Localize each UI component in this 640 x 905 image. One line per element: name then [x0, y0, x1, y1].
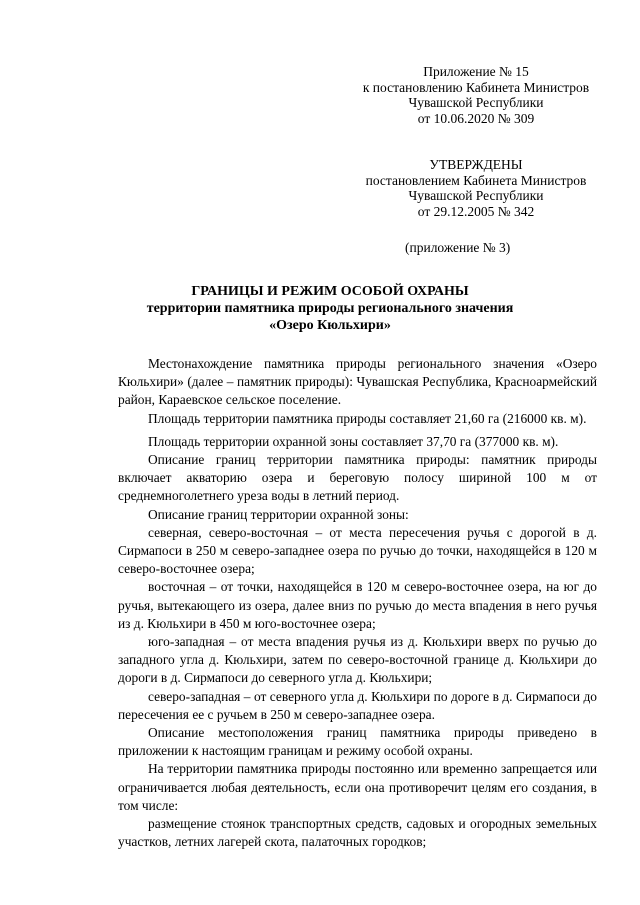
paragraph-location-description: Описание местоположения границ памятника природы приведено в приложении к настоящим границам и режиму особой охраны. [118, 725, 597, 759]
approved-date: от 29.12.2005 № 342 [417, 203, 535, 219]
paragraph-prohibition-item: размещение стоянок транспортных средств, садовых и огородных земельных участков, летних лагерей скота, палаточных городков; [118, 816, 597, 850]
paragraph-boundary-north: северная, северо-восточная – от места пересечения ручья с дорогой в д. Сирмапоси в 250 м северо-западнее озера по ручью до точки, находящейся в 120 м северо-восточнее озера; [118, 524, 597, 577]
paragraph-boundary-east: восточная – от точки, находящейся в 120 м северо-восточнее озера, на юг до ручья, вытекающего из озера, далее вниз по ручью до места впадения в него ручья из д. Кюльхири в 450 м юго-восточнее озера; [118, 579, 597, 631]
approved-decree: постановлением Кабинета Министров [365, 172, 587, 188]
title-line-1: ГРАНИЦЫ И РЕЖИМ ОСОБОЙ ОХРАНЫ [191, 284, 469, 299]
paragraph-boundary-southwest: юго-западная – от места впадения ручья из д. Кюльхири вверх по ручью до западного угла д. Кюльхири, затем по северо-восточной границе д. Кюльхири до дороги в д. Сирмапоси до северного угла д. Кюльхири; [118, 634, 597, 686]
appendix-date: от 10.06.2020 № 309 [417, 110, 535, 126]
approved-label: УТВЕРЖДЕНЫ [429, 157, 523, 172]
paragraph-prohibitions: На территории памятника природы постоянно или временно запрещается или ограничивается любая деятельность, если она противоречит целям его создания, в том числе: [118, 761, 597, 813]
appendix-decree: к постановлению Кабинета Министров [362, 79, 590, 95]
paragraph-area: Площадь территории памятника природы составляет 21,60 га (216000 кв. м). [148, 410, 587, 426]
appendix-header [346, 64, 606, 126]
document-body [118, 355, 597, 851]
appendix-number: Приложение № 15 [423, 64, 529, 79]
appendix-reference: (приложение № 3) [405, 240, 511, 255]
paragraph-buffer-area: Площадь территории охранной зоны составляет 37,70 га (377000 кв. м). [148, 433, 559, 449]
document-title [100, 283, 560, 334]
paragraph-boundary-northwest: северо-западная – от северного угла д. Кюльхири по дороге в д. Сирмапоси до пересечения ее с ручьем в 250 м северо-западнее озера. [118, 688, 597, 722]
paragraph-buffer-intro: Описание границ территории охранной зоны: [148, 506, 409, 522]
paragraph-location: Местонахождение памятника природы регионального значения «Озеро Кюльхири» (далее – памятник природы): Чувашская Республика, Красноармейский район, Караевское сельское поселение. [118, 356, 597, 408]
title-line-3: «Озеро Кюльхири» [269, 318, 391, 333]
paragraph-boundary-description: Описание границ территории памятника природы: памятник природы включает акваторию озера и береговую полосу шириной 100 м от среднемноголетнего уреза воды в летний период. [118, 452, 597, 504]
approved-header [346, 157, 606, 219]
appendix-republic: Чувашской Республики [408, 95, 544, 110]
title-line-2: территории памятника природы регионального значения [146, 301, 514, 316]
approved-republic: Чувашской Республики [408, 188, 544, 203]
